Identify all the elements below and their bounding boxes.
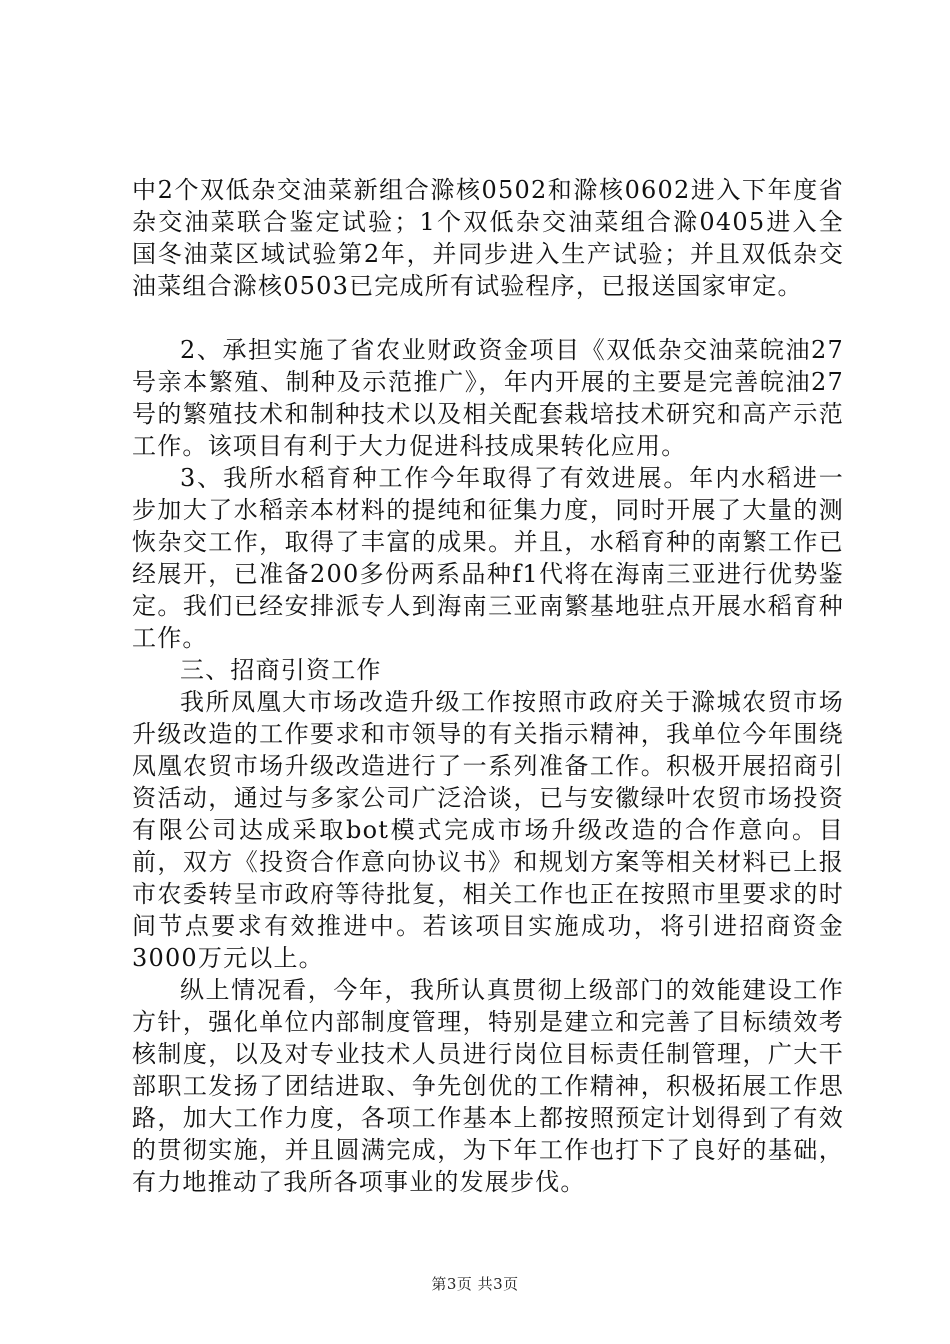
paragraph-summary: 纵上情况看，今年，我所认真贯彻上级部门的效能建设工作方针，强化单位内部制度管理，特别是建立和完善了目标绩效考核制度，以及对专业技术人员进行岗位目标责任制管理，广大干部职工发扬了团结进取、争先创优的工作精神，积极拓展工作思路，加大工作力度，各项工作基本上都按照预定计划得到了有效的贯彻实施，并且圆满完成，为下年工作也打下了良好的基础，有力地推动了我所各项事业的发展步伐。: [132, 976, 844, 1196]
paragraph-continued: 中2个双低杂交油菜新组合滁核0502和滁核0602进入下年度省杂交油菜联合鉴定试验；1个双低杂交油菜组合滁0405进入全国冬油菜区域试验第2年，并同步进入生产试验；并且双低杂交油菜组合滁核0503已完成所有试验程序，已报送国家审定。: [132, 176, 844, 300]
page-footer: 第3页 共3页: [431, 1275, 519, 1293]
paragraph-item-3: 3、我所水稻育种工作今年取得了有效进展。年内水稻进一步加大了水稻亲本材料的提纯和征集力度，同时开展了大量的测恢杂交工作，取得了丰富的成果。并且，水稻育种的南繁工作已经展开，已准备200多份两系品种f1代将在海南三亚进行优势鉴定。我们已经安排派专人到海南三亚南繁基地驻点开展水稻育种工作。: [132, 464, 844, 652]
document-body: [132, 174, 844, 1198]
paragraph-investment: 我所凤凰大市场改造升级工作按照市政府关于滁城农贸市场升级改造的工作要求和市领导的有关指示精神，我单位今年围绕凤凰农贸市场升级改造进行了一系列准备工作。积极开展招商引资活动，通过与多家公司广泛洽谈，已与安徽绿叶农贸市场投资有限公司达成采取bot模式完成市场升级改造的合作意向。目前，双方《投资合作意向协议书》和规划方案等相关材料已上报市农委转呈市政府等待批复，相关工作也正在按照市里要求的时间节点要求有效推进中。若该项目实施成功，将引进招商资金3000万元以上。: [132, 688, 844, 972]
paragraph-item-2: 2、承担实施了省农业财政资金项目《双低杂交油菜皖油27号亲本繁殖、制种及示范推广》，年内开展的主要是完善皖油27号的繁殖技术和制种技术以及相关配套栽培技术研究和高产示范工作。该项目有利于大力促进科技成果转化应用。: [132, 336, 844, 460]
section-heading-investment: 三、招商引资工作: [180, 656, 382, 684]
